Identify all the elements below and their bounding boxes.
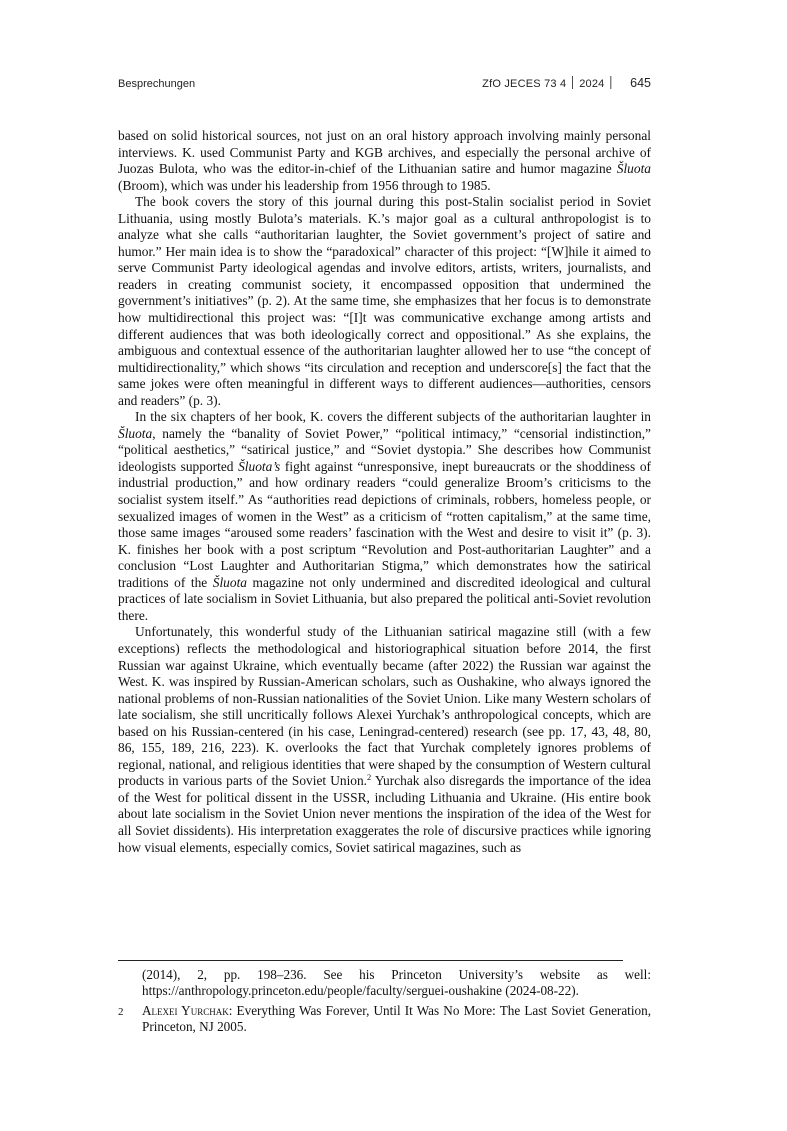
paragraph-4 <box>118 624 651 856</box>
paragraph-4-text-a: Unfortunately, this wonderful study of the Lithuanian satirical magazine still (with a few exceptions) reflects the methodological and historiographical situation before 2014, the first Russian war against Ukraine, which eventually became (after 2022) the Russian war against the West. K. was inspired by Russian-American scholars, such as Oushakine, who always ignored the national problems of non-Russian nationalities of the Soviet Union. Like many Western scholars of late socialism, she still uncritically follows Alexei Yurchak’s anthropological concepts, which are based on his Russian-centered (in his case, Leningrad-centered) research (see pp. 17, 43, 48, 80, 86, 155, 189, 216, 223). K. overlooks the fact that Yurchak completely ignores problems of regional, national, and religious identities that were shaped by the consumption of Western cultural products in various parts of the Soviet Union. <box>118 624 651 789</box>
paragraph-3-text-d: magazine not only undermined and discredited ideological and cultural practices of late socialism in Soviet Lithuania, but also prepared the political anti-Soviet revolution there. <box>118 574 651 623</box>
footnote-number-spacer <box>118 967 142 1000</box>
footnote-number: 2 <box>118 1005 124 1018</box>
paragraph-3-text-b: , namely the “banality of Soviet Power,” “political intimacy,” “censorial indistinction,” “political aesthetics,” “satirical justice,” and “Soviet dystopia.” She describes how Communist ideologists supported <box>118 425 651 474</box>
footnote-divider <box>118 960 623 961</box>
journal-info <box>482 76 651 90</box>
paragraph-3 <box>118 409 651 624</box>
paragraph-2: The book covers the story of this journal during this post-Stalin socialist period in Soviet Lithuania, using mostly Bulota’s materials. K.’s major goal as a cultural anthropologist is to analyze what she calls “authoritarian laughter, the Soviet government’s project of satire and humor.” Her main idea is to show the “paradoxical” character of this project: “[W]hile it aimed to serve Communist Party ideological agendas and involve editors, artists, writers, journalists, and readers in creating communist society, it encompassed opposition that undermined the government’s initiatives” (p. 2). At the same time, she emphasizes that her focus is to demonstrate how multidirectional this project was: “[I]t was communicative exchange among artists and different audiences that was both ideologically correct and oppositional.” As she explains, the ambiguous and contextual essence of the authoritarian laughter allowed her to use “the concept of multidirectionality,” which shows “its circulation and reception and underscore[s] the fact that the same jokes were often meaningful in different ways to different audiences—authorities, censors and readers” (p. 3). <box>118 194 651 408</box>
footnote-1-continued <box>118 967 651 1000</box>
paragraph-3-text-a: In the six chapters of her book, K. covers the different subjects of the authoritarian laughter in <box>135 409 651 425</box>
footnote-2-text <box>142 1003 651 1036</box>
paragraph-4-text-b: Yurchak also disregards the importance of the idea of the West for political dissent in the USSR, including Lithuania and Ukraine. (His entire book about late socialism in the Soviet Union never mentions the inspiration of the idea of the West for all Soviet dissidents). His interpretation exaggerates the role of discursive practices while ignoring how visual elements, especially comics, Soviet satirical magazines, such as <box>118 773 651 855</box>
footnote-2 <box>118 1003 651 1036</box>
footnote-2-rest: : Everything Was Forever, Until It Was No More: The Last Soviet Generation, Princeton, NJ 2005. <box>142 1002 651 1034</box>
magazine-title: Šluota <box>118 425 153 441</box>
section-title: Besprechungen <box>118 78 196 90</box>
footnotes <box>118 967 651 1038</box>
paragraph-1-end: (Broom), which was under his leadership from 1956 through to 1985. <box>118 177 491 193</box>
magazine-title: Šluota’s <box>238 458 281 474</box>
paragraph-1-text: based on solid historical sources, not just on an oral history approach involving mainly personal interviews. K. used Communist Party and KGB archives, and especially the personal archive of Juozas Bulota, who was the editor-in-chief of the Lithuanian satire and humor magazine <box>118 128 651 177</box>
magazine-title: Šluota <box>616 161 651 177</box>
footnote-ref[interactable]: 2 <box>367 772 372 783</box>
page-number: 645 <box>630 76 651 90</box>
magazine-title: Šluota <box>212 574 247 590</box>
paragraph-1 <box>118 128 651 194</box>
footnote-1-text: (2014), 2, pp. 198–236. See his Princeton University’s website as well: https://anthropology.princeton.edu/people/faculty/serguei-oushakine (2024-08-22). <box>142 967 651 999</box>
body-text <box>118 128 651 856</box>
footnote-author: Alexei Yurchak <box>142 1002 229 1018</box>
paragraph-3-text-c: fight against “unresponsive, inept bureaucrats or the shoddiness of industrial production,” and how ordinary readers “could generalize Broom’s criticisms to the socialist system itself.” As “authorities read depictions of criminals, robbers, homeless people, or sexualized images of women in the West” as a criticism of “rotten capitalism,” at the same time, those same images “aroused some readers’ fascination with the West and desire to visit it” (p. 3). K. finishes her book with a post scriptum “Revolution and Post-authoritarian Laughter” and a conclusion “Lost Laughter and Authoritarian Stigma,” which demonstrates how the satirical traditions of the <box>118 458 651 590</box>
running-head <box>118 76 651 90</box>
journal-citation: ZfO JECES 73 ׀ 2024 ׀ 4 <box>482 78 615 90</box>
